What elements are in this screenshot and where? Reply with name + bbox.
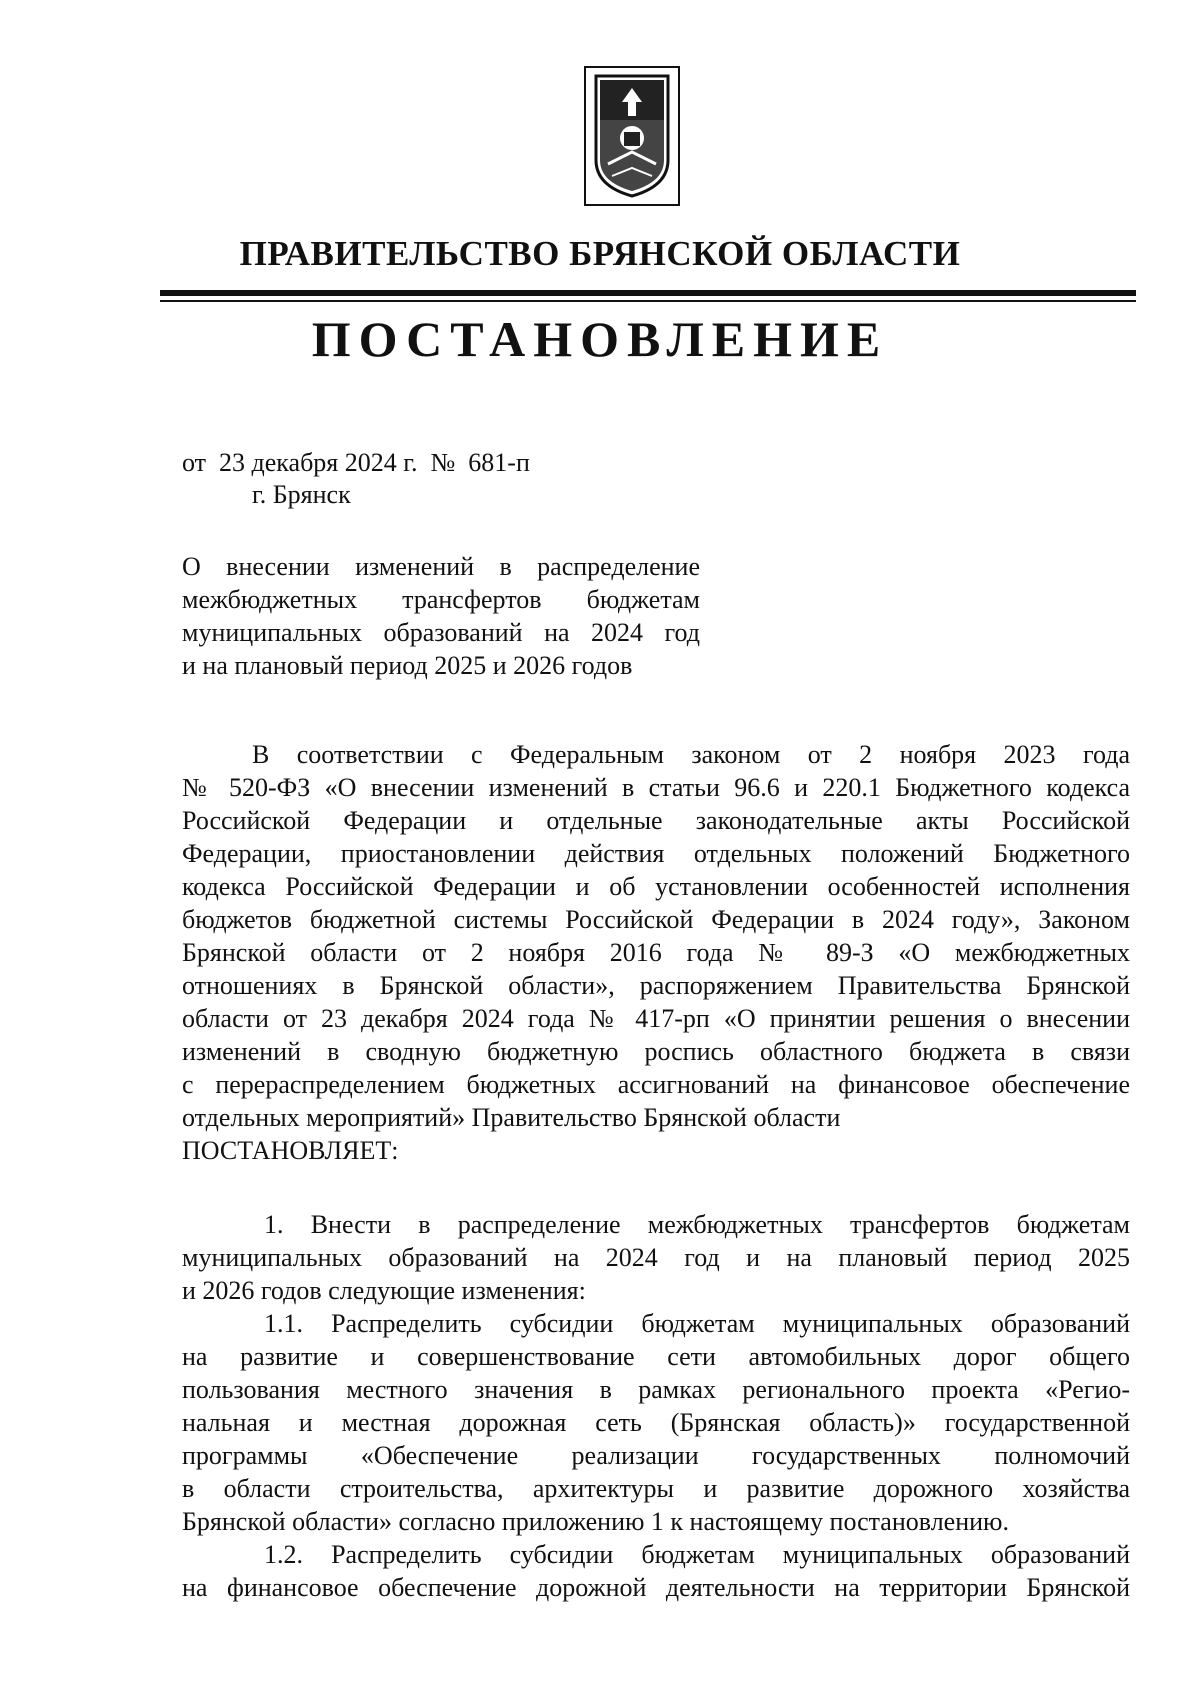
preamble-line: с перераспределением бюджетных ассигнований на финансовое обеспечение bbox=[182, 1070, 1130, 1099]
document-type-title: ПОСТАНОВЛЕНИЕ bbox=[311, 311, 889, 367]
clause-line: пользования местного значения в рамках регионального проекта «Регио- bbox=[182, 1375, 1130, 1404]
clause-line: 1. Внести в распределение межбюджетных трансфертов бюджетам bbox=[264, 1210, 1130, 1239]
coat-of-arms-emblem bbox=[584, 66, 680, 206]
clause-line: программы «Обеспечение реализации государственных полномочий bbox=[182, 1441, 1130, 1470]
resolves-keyword: ПОСТАНОВЛЯЕТ: bbox=[182, 1136, 399, 1165]
preamble-line: изменений в сводную бюджетную роспись областного бюджета в связи bbox=[182, 1037, 1130, 1066]
preamble-line: бюджетов бюджетной системы Российской Федерации в 2024 году», Законом bbox=[182, 905, 1130, 934]
header-rule-thick bbox=[160, 290, 1136, 296]
preamble-line: отдельных мероприятий» Правительство Брянской области bbox=[182, 1103, 841, 1132]
org-title: ПРАВИТЕЛЬСТВО БРЯНСКОЙ ОБЛАСТИ bbox=[239, 234, 961, 273]
preamble-line: отношениях в Брянской области», распоряжением Правительства Брянской bbox=[182, 971, 1130, 1000]
city-line: г. Брянск bbox=[252, 480, 351, 509]
clause-1-2 bbox=[182, 1538, 1130, 1604]
clause-line: муниципальных образований на 2024 год и на плановый период 2025 bbox=[182, 1243, 1130, 1272]
preamble-line: В соответствии с Федеральным законом от 2 ноября 2023 года bbox=[252, 740, 1130, 769]
clause-line: 1.2. Распределить субсидии бюджетам муниципальных образований bbox=[264, 1540, 1130, 1569]
preamble-line: № 520-ФЗ «О внесении изменений в статьи 96.6 и 220.1 Бюджетного кодекса bbox=[182, 773, 1130, 802]
preamble-line: Брянской области от 2 ноября 2016 года № 89-З «О межбюджетных bbox=[182, 938, 1130, 967]
subject-block bbox=[182, 550, 700, 682]
clause-line: в области строительства, архитектуры и развитие дорожного хозяйства bbox=[182, 1474, 1130, 1503]
clause-line: Брянской области» согласно приложению 1 к настоящему постановлению. bbox=[182, 1507, 1009, 1536]
preamble-line: области от 23 декабря 2024 года № 417-рп «О принятии решения о внесении bbox=[182, 1004, 1130, 1033]
preamble-line: Федерации, приостановлении действия отдельных положений Бюджетного bbox=[182, 839, 1130, 868]
preamble-paragraph bbox=[182, 738, 1130, 1167]
date-number-line: от 23 декабря 2024 г. № 681-п bbox=[182, 448, 530, 477]
clause-line: 1.1. Распределить субсидии бюджетам муниципальных образований bbox=[264, 1309, 1130, 1338]
subject-line: муниципальных образований на 2024 год bbox=[182, 618, 700, 647]
clause-1-1 bbox=[182, 1307, 1130, 1538]
subject-line: и на плановый период 2025 и 2026 годов bbox=[182, 651, 633, 680]
preamble-line: кодекса Российской Федерации и об установлении особенностей исполнения bbox=[182, 872, 1130, 901]
subject-line: О внесении изменений в распределение bbox=[182, 552, 700, 581]
subject-line: межбюджетных трансфертов бюджетам bbox=[182, 585, 700, 614]
clause-line: нальная и местная дорожная сеть (Брянская область)» государственной bbox=[182, 1408, 1130, 1437]
header-rule-thin bbox=[160, 300, 1136, 302]
clause-line: на финансовое обеспечение дорожной деятельности на территории Брянской bbox=[182, 1573, 1130, 1602]
clause-1 bbox=[182, 1208, 1130, 1307]
preamble-line: Российской Федерации и отдельные законодательные акты Российской bbox=[182, 806, 1130, 835]
clause-line: и 2026 годов следующие изменения: bbox=[182, 1276, 586, 1305]
clause-line: на развитие и совершенствование сети автомобильных дорог общего bbox=[182, 1342, 1130, 1371]
coat-of-arms-icon bbox=[586, 68, 678, 204]
